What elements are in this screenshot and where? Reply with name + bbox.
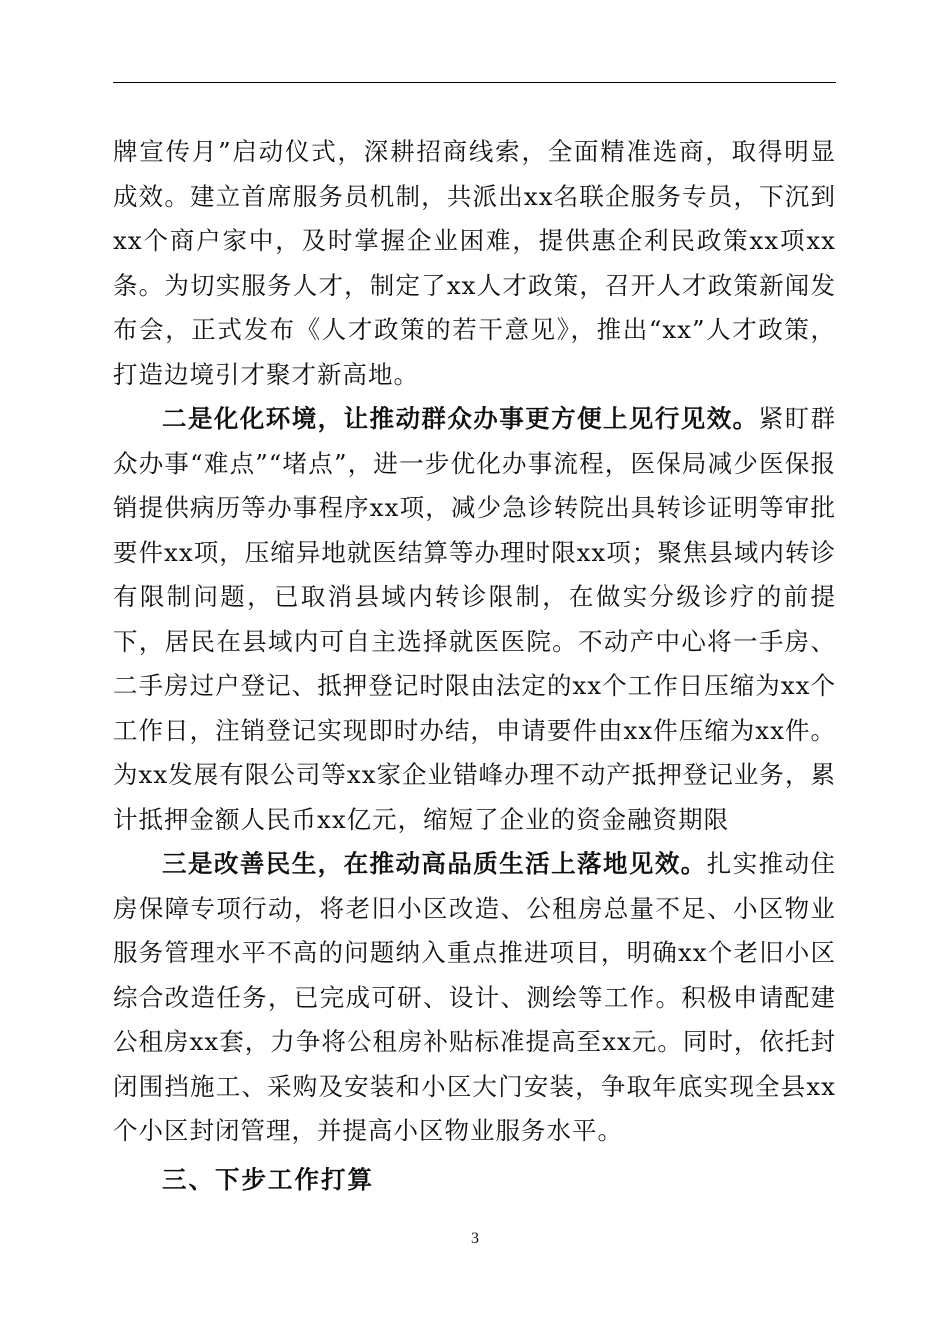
paragraph-1 [113,130,836,397]
section-heading [113,1158,836,1203]
page-number: 3 [471,1230,479,1247]
paragraph-3-lead: 三是改善民生，在推动高品质生活上落地见效。 [162,849,707,878]
paragraph-1-text: 牌宣传月”启动仪式，深耕招商线索，全面精准选商，取得明显成效。建立首席服务员机制，共派出xx名联企服务专员，下沉到xx个商户家中，及时掌握企业困难，提供惠企利民政策xx项xx条。为切实服务人才，制定了xx人才政策，召开人才政策新闻发布会，正式发布《人才政策的若干意见》，推出“xx”人才政策，打造边境引才聚才新高地。 [113,137,836,389]
paragraph-2 [113,397,836,842]
header-rule [113,82,836,83]
paragraph-2-lead: 二是化化环境，让推动群众办事更方便上见行见效。 [162,404,759,433]
paragraph-2-text: 紧盯群众办事“难点”“堵点”，进一步优化办事流程，医保局减少医保报销提供病历等办事程序xx项，减少急诊转院出具转诊证明等审批要件xx项，压缩异地就医结算等办理时限xx项；聚焦县域内转诊有限制问题，已取消县域内转诊限制，在做实分级诊疗的前提下，居民在县域内可自主选择就医医院。不动产中心将一手房、二手房过户登记、抵押登记时限由法定的xx个工作日压缩为xx个工作日，注销登记实现即时办结，申请要件由xx件压缩为xx件。为xx发展有限公司等xx家企业错峰办理不动产抵押登记业务，累计抵押金额人民币xx亿元，缩短了企业的资金融资期限 [113,404,837,834]
paragraph-3-text: 扎实推动住房保障专项行动，将老旧小区改造、公租房总量不足、小区物业服务管理水平不高的问题纳入重点推进项目，明确xx个老旧小区综合改造任务，已完成可研、设计、测绘等工作。积极申请配建公租房xx套，力争将公租房补贴标准提高至xx元。同时，依托封闭围挡施工、采购及安装和小区大门安装，争取年底实现全县xx个小区封闭管理，并提高小区物业服务水平。 [113,849,837,1145]
section-heading-text: 三、下步工作打算 [162,1164,374,1194]
paragraph-3 [113,842,836,1154]
document-body [113,130,836,1202]
